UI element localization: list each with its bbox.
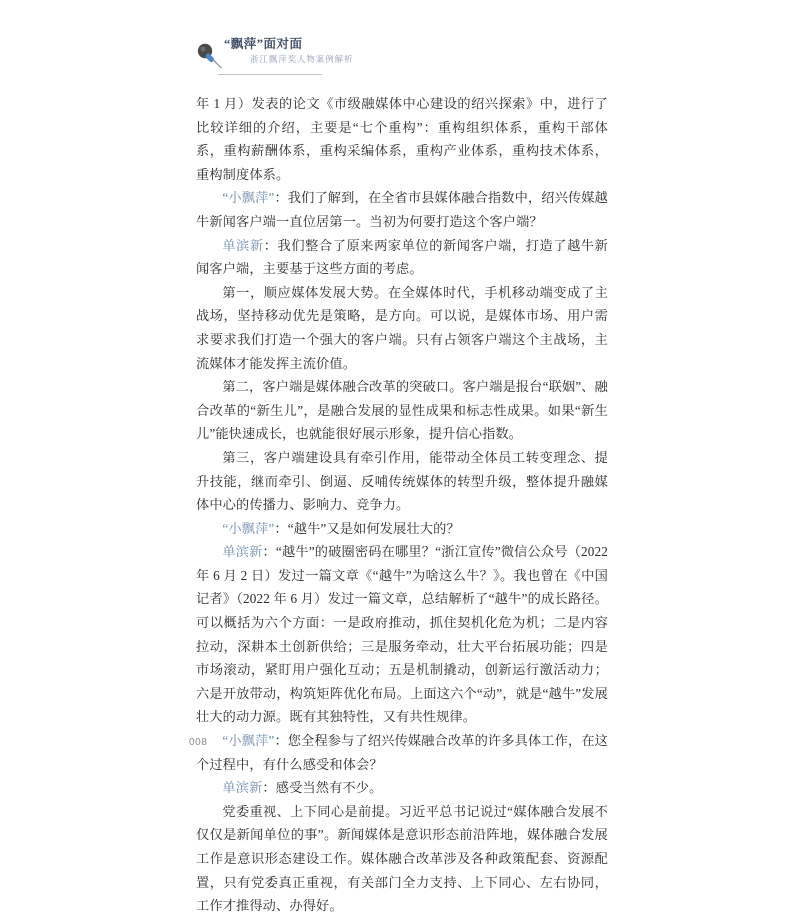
paragraph-text: ：“越牛”的破圈密码在哪里？“浙江宣传”微信公众号（2022 年 6 月 2 日）发过一篇文章《“越牛”为啥这么牛？》。我也曾在《中国记者》（2022 年 6 月）发过一篇文章，总结解析了“越牛”的成长路径。可以概括为六个方面：一是政府推动，抓住契机化危为机；二是内容拉动，深耕本土创新供给；三是服务牵动，壮大平台拓展功能；四是市场滚动，紧盯用户强化互动；五是机制撬动，创新运行激活动力；六是开放带动，构筑矩阵优化布局。上面这六个“动”，就是“越牛”发展壮大的动力源。既有其独特性，又有共性规律。 [196,544,608,725]
speaker-label: 单滨新 [222,780,263,796]
dialogue-paragraph [196,776,608,800]
paragraph-text: 第三，客户端建设具有牵引作用，能带动全体员工转变理念、提升技能，继而牵引、倒逼、反哺传统媒体的转型升级，整体提升融媒体中心的传播力、影响力、竞争力。 [196,449,608,513]
paragraph-text: ：我们了解到，在全省市县媒体融合指数中，绍兴传媒越牛新闻客户端一直位居第一。当初为何要打造这个客户端？ [196,190,608,229]
paragraph-text: 党委重视、上下同心是前提。习近平总书记说过“媒体融合发展不仅仅是新闻单位的事”。新闻媒体是意识形态前沿阵地，媒体融合发展工作是意识形态建设工作。媒体融合改革涉及各种政策配套、资源配置，只有党委真正重视，有关部门全力支持、上下同心、左右协同，工作才推得动、办得好。 [196,803,608,914]
speaker-label: “小飘萍” [222,190,275,206]
speaker-label: 单滨新 [222,544,263,560]
microphone-icon [196,42,226,72]
paragraph-text: ：感受当然有不少。 [262,780,383,796]
header-title-group [224,36,353,65]
dialogue-paragraph [196,729,608,776]
body-paragraph [196,92,608,186]
body-text-column [196,92,608,918]
paragraph-text: 第二，客户端是媒体融合改革的突破口。客户端是报台“联姻”、融合改革的“新生儿”，是融合发展的显性成果和标志性成果。如果“新生儿”能快速成长，也就能很好展示形象，提升信心指数。 [196,379,608,442]
dialogue-paragraph [196,517,608,541]
body-paragraph [196,800,608,918]
header-subtitle: 浙江飘萍奖人物案例解析 [250,54,354,64]
paragraph-text: ：“越牛”又是如何发展壮大的？ [274,520,460,536]
paragraph-text: 年 1 月）发表的论文《市级融媒体中心建设的绍兴探索》中，进行了比较详细的介绍，主要是“七个重构”：重构组织体系，重构干部体系，重构薪酬体系，重构采编体系，重构产业体系，重构技术体系，重构制度体系。 [196,96,608,182]
paragraph-text: ：您全程参与了绍兴传媒融合改革的许多具体工作，在这个过程中，有什么感受和体会？ [196,733,608,772]
dialogue-paragraph [196,540,608,729]
header-title: “飘萍”面对面 [224,37,303,51]
dialogue-paragraph [196,186,608,233]
body-paragraph [196,446,608,517]
speaker-label: “小飘萍” [222,733,275,749]
body-paragraph [196,281,608,375]
page-number: 008 [189,737,208,748]
running-header [196,36,616,80]
paragraph-text: ：我们整合了原来两家单位的新闻客户端，打造了越牛新闻客户端，主要基于这些方面的考虑。 [196,237,609,277]
paragraph-text: 第一，顺应媒体发展大势。在全媒体时代，手机移动端变成了主战场，坚持移动优先是策略，是方向。可以说，是媒体市场、用户需求要求我们打造一个强大的客户端。只有占领客户端这个主战场，主流媒体才能发挥主流价值。 [196,284,608,371]
speaker-label: “小飘萍” [222,520,275,536]
body-paragraph [196,375,608,446]
speaker-label: 单滨新 [222,237,264,253]
header-divider [218,74,322,75]
dialogue-paragraph [196,234,608,281]
